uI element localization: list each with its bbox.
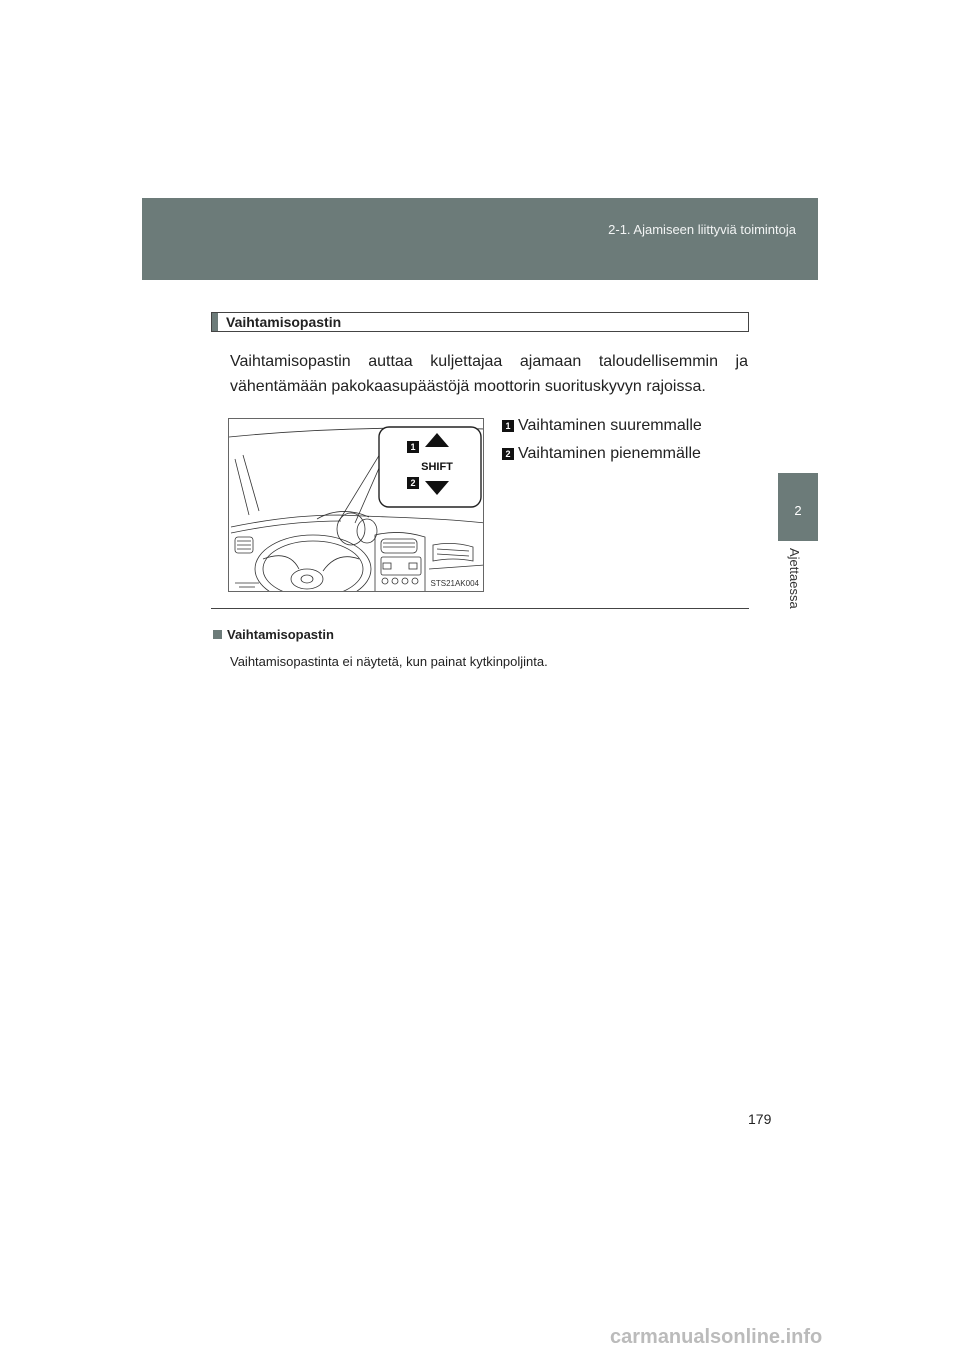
note-body: Vaihtamisopastinta ei näytetä, kun painat kytkinpoljinta.	[230, 654, 548, 669]
dashboard-drawing	[229, 419, 484, 592]
note-title-text: Vaihtamisopastin	[227, 627, 334, 642]
chapter-label: Ajettaessa	[787, 548, 802, 609]
legend-number-badge: 2	[502, 448, 514, 460]
header-band	[142, 198, 818, 280]
section-divider	[211, 608, 749, 609]
figure-code: STS21AK004	[430, 579, 479, 588]
heading-accent-bar	[212, 313, 218, 331]
page-number: 179	[748, 1111, 772, 1127]
callout-2-label: 2	[410, 478, 416, 488]
legend-text: Vaihtaminen pienemmälle	[518, 445, 701, 462]
intro-paragraph: Vaihtamisopastin auttaa kuljettajaa ajamaan taloudellisemmin ja vähentämään pakokaasupäästöjä moottorin suorituskyvyn rajoissa.	[230, 353, 748, 395]
callout-1-label: 1	[410, 442, 416, 452]
square-bullet-icon	[213, 630, 222, 639]
legend-item	[502, 413, 702, 438]
heading-title: Vaihtamisopastin	[226, 314, 342, 330]
chapter-label-wrap	[788, 548, 804, 628]
note-heading	[213, 627, 334, 642]
legend-text: Vaihtaminen suuremmalle	[518, 417, 702, 434]
section-heading	[211, 312, 749, 332]
legend-item	[502, 441, 702, 466]
legend-number-badge: 1	[502, 420, 514, 432]
watermark-text[interactable]: carmanualsonline.info	[610, 1326, 823, 1348]
shift-indicator-label: SHIFT	[421, 461, 453, 473]
figure-legend	[502, 413, 702, 469]
chapter-tab[interactable]	[778, 473, 818, 541]
dashboard-illustration	[228, 418, 484, 592]
chapter-number: 2	[794, 503, 802, 518]
section-title: 2-1. Ajamiseen liittyviä toimintoja	[608, 222, 796, 237]
